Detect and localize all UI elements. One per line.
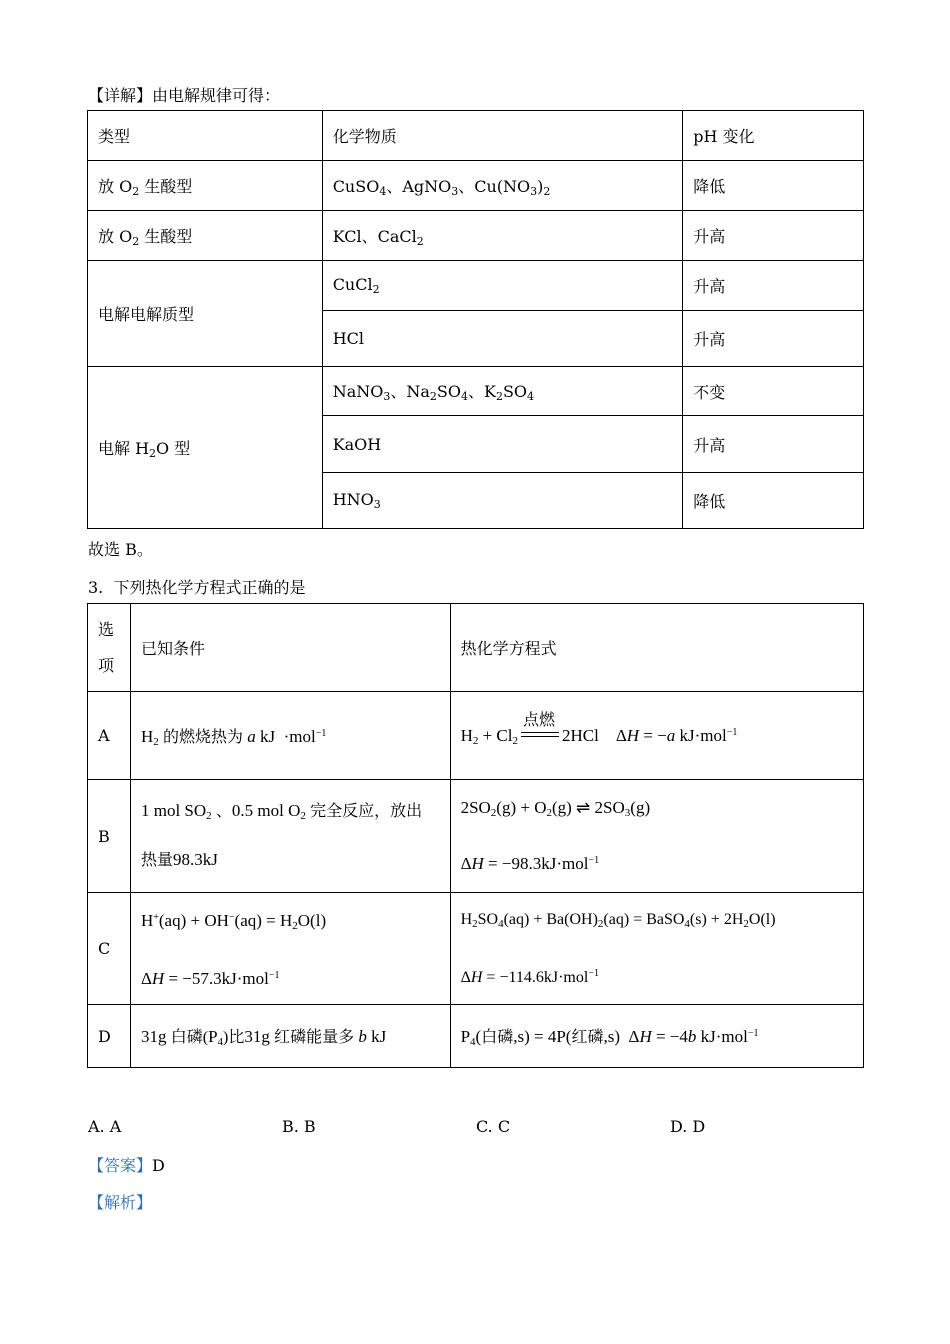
substance-cell: KCl、CaCl$_2$ — [322, 211, 683, 261]
detail-heading — [88, 83, 280, 106]
detail-text: 由电解规律可得： — [152, 86, 281, 105]
condition-cell: 1 mol $SO_2$ 、0.5 mol $O_2$ 完全反应，放出 热量98.3kJ — [130, 780, 450, 893]
option-label: D — [88, 1005, 131, 1068]
option-label: B — [88, 780, 131, 893]
ph-cell: 不变 — [683, 367, 864, 416]
detail-bracket: 【详解】 — [88, 86, 153, 105]
type-cell: 电解 $H_2O$ 型 — [88, 367, 323, 529]
table-row — [88, 367, 864, 416]
condition-cell: $H_2$ 的燃烧热为 a kJ ·mol$^{-1}$ — [130, 692, 450, 780]
header-ph: pH 变化 — [683, 111, 864, 161]
ph-cell: 升高 — [683, 211, 864, 261]
substance-cell: NaNO$_3$、$Na_2SO_4$、$K_2SO_4$ — [322, 367, 683, 416]
answer-value: D — [152, 1156, 165, 1175]
header-type: 类型 — [88, 111, 323, 161]
choice-c[interactable]: C. C — [476, 1117, 511, 1136]
ph-cell: 降低 — [683, 161, 864, 211]
analysis-line — [88, 1190, 152, 1213]
ph-cell: 升高 — [683, 416, 864, 473]
table-header-row — [88, 604, 864, 692]
analysis-bracket: 【解析】 — [88, 1193, 153, 1212]
table-row — [88, 893, 864, 1005]
condition-cell: 31g 白磷$(P_4)$比31g 红磷能量多 b kJ — [130, 1005, 450, 1068]
choice-d[interactable]: D. D — [670, 1117, 706, 1136]
table-row — [88, 1005, 864, 1068]
substance-cell: CuSO$_4$、AgNO$_3$、$Cu(NO_3)_2$ — [322, 161, 683, 211]
table-row — [88, 211, 864, 261]
condition-cell: $H^+(aq) + OH^-(aq) = H_2O(l)$ ΔH = −57.3kJ·mol$^{-1}$ — [130, 893, 450, 1005]
ph-cell: 降低 — [683, 473, 864, 529]
ignite-condition: 点燃 — [521, 725, 559, 745]
substance-cell: HCl — [322, 311, 683, 367]
substance-cell: CuCl$_2$ — [322, 261, 683, 311]
question-stem: 下列热化学方程式正确的是 — [113, 578, 306, 597]
question-number: 3. — [88, 578, 104, 597]
choice-a[interactable]: A. A — [88, 1117, 122, 1136]
header-substance: 化学物质 — [322, 111, 683, 161]
type-cell: 电解电解质型 — [88, 261, 323, 367]
equation-cell: $P_4$(白磷,s) = 4P(红磷,s) ΔH = −4b kJ·mol$^{-1}$ — [450, 1005, 863, 1068]
ph-cell: 升高 — [683, 311, 864, 367]
type-cell: 放 $O_2$ 生酸型 — [88, 211, 323, 261]
table-row — [88, 780, 864, 893]
options-table — [87, 603, 864, 1068]
choice-b[interactable]: B. B — [282, 1117, 316, 1136]
conclusion-text: 故选 B。 — [88, 540, 153, 559]
substance-cell: $HNO_3$ — [322, 473, 683, 529]
electrolysis-table — [87, 110, 864, 529]
table-row — [88, 692, 864, 780]
answer-bracket: 【答案】 — [88, 1156, 153, 1175]
question-line — [88, 575, 305, 598]
header-equation: 热化学方程式 — [450, 604, 863, 692]
option-label: A — [88, 692, 131, 780]
header-option: 选项 — [88, 604, 131, 692]
equation-cell: $H_2SO_4(aq) + Ba(OH)_2(aq)$ = BaSO$_4$(s) + $2H_2O(l)$ ΔH = −114.6kJ·mol$^{-1}$ — [450, 893, 863, 1005]
type-cell: 放 $O_2$ 生酸型 — [88, 161, 323, 211]
ph-cell: 升高 — [683, 261, 864, 311]
answer-line — [88, 1153, 165, 1176]
table-row — [88, 261, 864, 311]
table-header-row — [88, 111, 864, 161]
equation-cell: $H_2 + Cl_2$ 点燃 2HCl ΔH = −a kJ·mol$^{-1}$ — [450, 692, 863, 780]
option-label: C — [88, 893, 131, 1005]
table-row — [88, 161, 864, 211]
substance-cell: KaOH — [322, 416, 683, 473]
equation-cell: $2SO_2(g) + O_2(g)$ ⇌ $2SO_3(g)$ ΔH = −98.3kJ·mol$^{-1}$ — [450, 780, 863, 893]
header-condition: 已知条件 — [130, 604, 450, 692]
